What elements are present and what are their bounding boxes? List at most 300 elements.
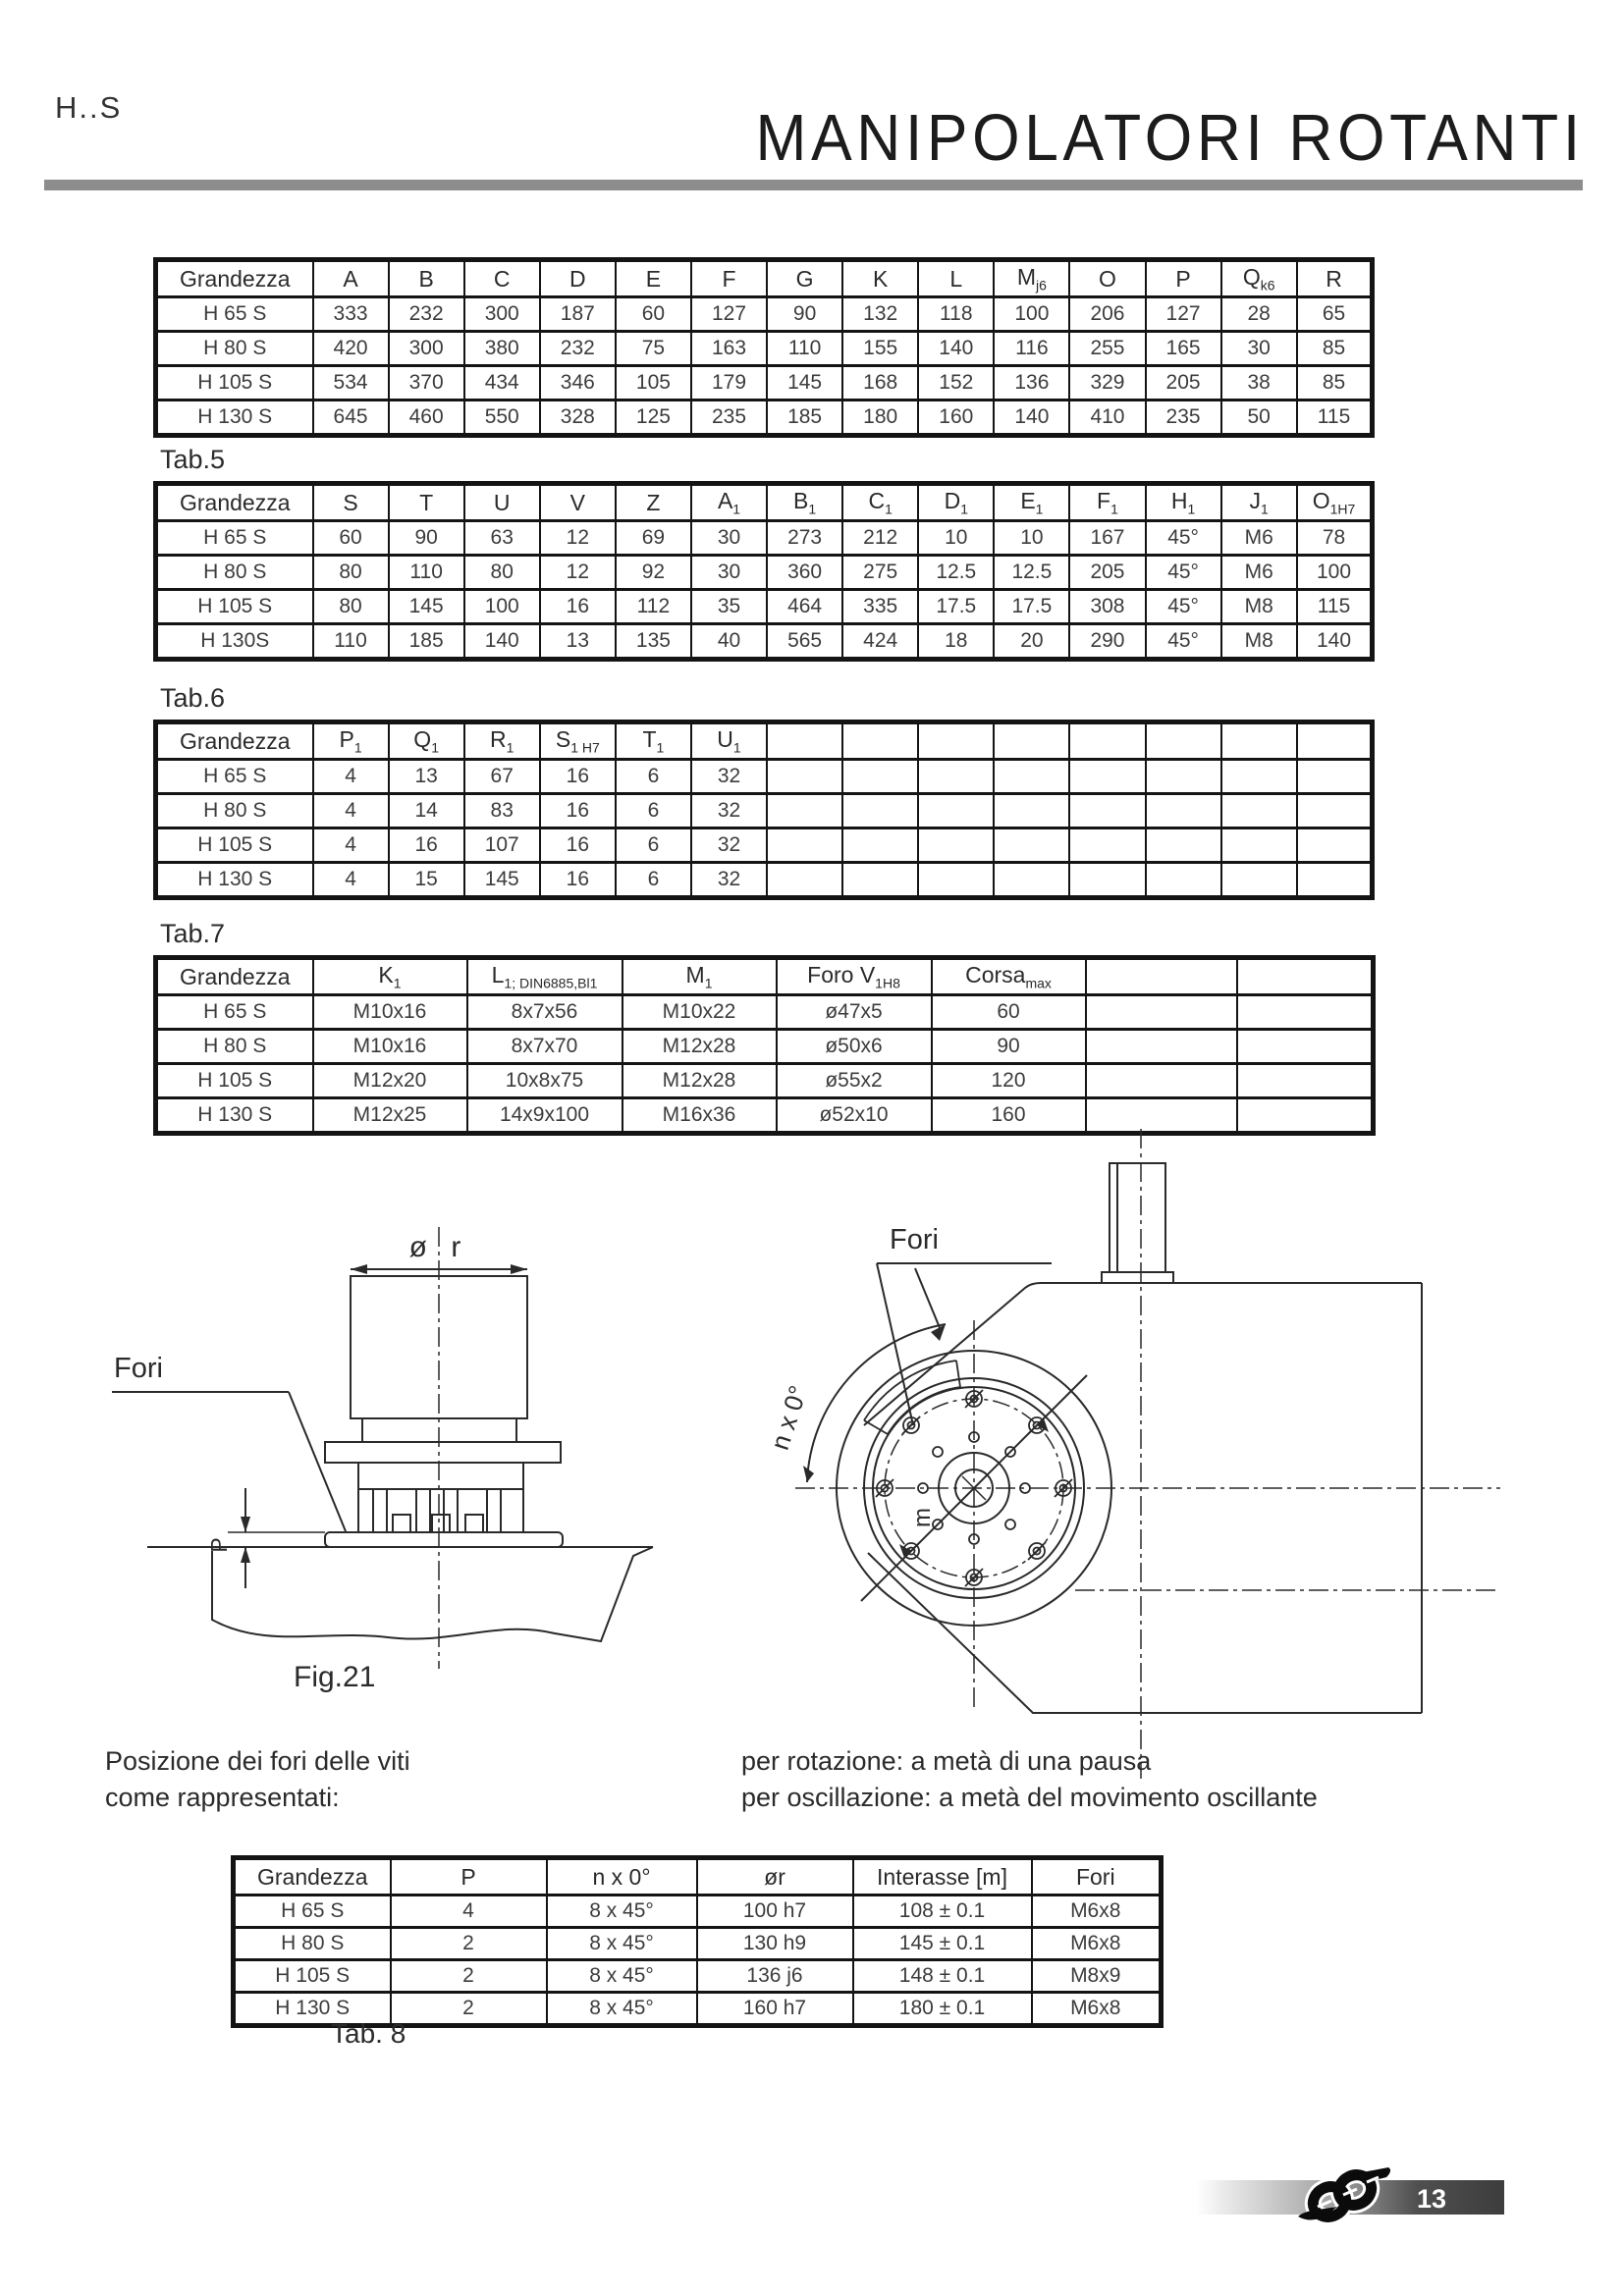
table-tab7	[153, 955, 1371, 1136]
table-row	[156, 297, 1373, 332]
cell	[918, 794, 994, 828]
cell: 187	[540, 297, 616, 332]
table-tab8-label: Tab. 8	[331, 2018, 406, 2049]
table-row	[156, 1064, 1374, 1098]
cell: 180	[842, 400, 918, 436]
drive-shaft	[1102, 1163, 1173, 1283]
cell: 78	[1297, 521, 1373, 556]
cell: M6x8	[1032, 1896, 1162, 1928]
cell: 45°	[1146, 624, 1221, 660]
cell: 12.5	[918, 556, 994, 590]
cell: ø50x6	[777, 1030, 932, 1064]
column-header	[842, 722, 918, 760]
cell: 60	[932, 995, 1086, 1030]
column-header: $O_{1H7}$	[1297, 484, 1373, 521]
cell: 2	[391, 1993, 547, 2026]
cell	[1297, 828, 1373, 863]
column-header: S	[313, 484, 389, 521]
cell: 30	[1221, 332, 1297, 366]
cell: M12x20	[313, 1064, 467, 1098]
cell: 464	[767, 590, 842, 624]
cell: 112	[616, 590, 691, 624]
row-label: H 65 S	[156, 521, 313, 556]
column-header: $J_1$	[1221, 484, 1297, 521]
cell	[1069, 760, 1145, 794]
cell: 16	[540, 863, 616, 898]
cell	[1086, 1064, 1237, 1098]
column-header: B	[389, 260, 464, 297]
cell	[1297, 794, 1373, 828]
cell	[842, 828, 918, 863]
cell: 115	[1297, 400, 1373, 436]
note-left-line2: come rappresentati:	[105, 1783, 340, 1812]
cell: 140	[1297, 624, 1373, 660]
cell: M6	[1221, 521, 1297, 556]
brand-logo-icon	[1298, 2167, 1390, 2222]
cell: 13	[540, 624, 616, 660]
header-row	[156, 722, 1373, 760]
column-header: C	[464, 260, 540, 297]
row-label: H 130 S	[156, 400, 313, 436]
cell	[1221, 828, 1297, 863]
cell: 6	[616, 760, 691, 794]
brand-logo	[1288, 2156, 1398, 2238]
cell: 10x8x75	[467, 1064, 623, 1098]
cell: 30	[691, 556, 767, 590]
cell: 60	[313, 521, 389, 556]
column-header: Fori	[1032, 1858, 1162, 1896]
cell: 110	[389, 556, 464, 590]
cell: ø55x2	[777, 1064, 932, 1098]
lower-block	[358, 1463, 523, 1489]
cell: 8 x 45°	[547, 1896, 697, 1928]
row-label: H 65 S	[156, 995, 313, 1030]
row-label: H 80 S	[156, 1030, 313, 1064]
column-header: $M_1$	[623, 958, 777, 995]
cell: 140	[918, 332, 994, 366]
cell: 132	[842, 297, 918, 332]
support-plate-outline	[212, 1547, 653, 1641]
cell: 145	[464, 863, 540, 898]
cell	[1297, 760, 1373, 794]
model-code: H..S	[55, 90, 123, 125]
cell: 206	[1069, 297, 1145, 332]
row-label: H 65 S	[156, 760, 313, 794]
page-title: MANIPOLATORI ROTANTI	[755, 101, 1585, 175]
column-header	[918, 722, 994, 760]
cell: 420	[313, 332, 389, 366]
cell: 30	[691, 521, 767, 556]
cell: 273	[767, 521, 842, 556]
cell: 80	[464, 556, 540, 590]
cell: 205	[1146, 366, 1221, 400]
cell	[1237, 1064, 1374, 1098]
base-strip	[325, 1532, 563, 1547]
column-header: $K_1$	[313, 958, 467, 995]
column-header	[1221, 722, 1297, 760]
cell: M10x16	[313, 995, 467, 1030]
cell: 180 ± 0.1	[853, 1993, 1032, 2026]
cell: 6	[616, 828, 691, 863]
column-header	[1086, 958, 1237, 995]
cell: 13	[389, 760, 464, 794]
header-rule	[44, 180, 1583, 190]
header-row	[234, 1858, 1162, 1896]
cell: 335	[842, 590, 918, 624]
cell	[1297, 863, 1373, 898]
cell	[1069, 863, 1145, 898]
column-header: Grandezza	[156, 722, 313, 760]
table-row	[156, 590, 1373, 624]
header-row	[156, 260, 1373, 297]
cell: 8 x 45°	[547, 1960, 697, 1993]
fig21-caption: Fig.21	[294, 1661, 376, 1693]
cell: 32	[691, 863, 767, 898]
cell: 434	[464, 366, 540, 400]
cell: M8	[1221, 624, 1297, 660]
cell: 17.5	[918, 590, 994, 624]
cell: 100 h7	[697, 1896, 853, 1928]
fori-leader	[112, 1392, 346, 1531]
cell: 212	[842, 521, 918, 556]
cell: 14x9x100	[467, 1098, 623, 1134]
column-header: $U_1$	[691, 722, 767, 760]
cell: 67	[464, 760, 540, 794]
table-row	[156, 794, 1373, 828]
cell	[1221, 794, 1297, 828]
cell	[1221, 863, 1297, 898]
table-row	[156, 400, 1373, 436]
cell	[767, 828, 842, 863]
table-tab8	[231, 1855, 1159, 2028]
cell: 110	[313, 624, 389, 660]
cell: 80	[313, 590, 389, 624]
cell: 360	[767, 556, 842, 590]
cell: 235	[1146, 400, 1221, 436]
column-header: R	[1297, 260, 1373, 297]
column-header: U	[464, 484, 540, 521]
table-row	[234, 1896, 1162, 1928]
table-row	[156, 624, 1373, 660]
column-header: F	[691, 260, 767, 297]
row-label: H 105 S	[156, 366, 313, 400]
column-header: Z	[616, 484, 691, 521]
cell: 235	[691, 400, 767, 436]
row-label: H 105 S	[156, 590, 313, 624]
cell: 308	[1069, 590, 1145, 624]
cell: 127	[1146, 297, 1221, 332]
cell: 167	[1069, 521, 1145, 556]
cell: 12	[540, 556, 616, 590]
cell	[994, 828, 1069, 863]
cell: 160	[932, 1098, 1086, 1134]
cell: 2	[391, 1928, 547, 1960]
fig21-drawing	[79, 1188, 687, 1698]
cell: 110	[767, 332, 842, 366]
cell: 35	[691, 590, 767, 624]
cell	[994, 794, 1069, 828]
table-row	[234, 1960, 1162, 1993]
table-row	[156, 863, 1373, 898]
fori-label: Fori	[114, 1353, 163, 1384]
fori-label: Fori	[890, 1224, 939, 1255]
table-row	[156, 366, 1373, 400]
cell	[1086, 995, 1237, 1030]
column-header: K	[842, 260, 918, 297]
column-header: Grandezza	[156, 958, 313, 995]
column-header: D	[540, 260, 616, 297]
cell: 75	[616, 332, 691, 366]
note-left-line1: Posizione dei fori delle viti	[105, 1746, 410, 1776]
cell: 328	[540, 400, 616, 436]
column-header	[1297, 722, 1373, 760]
cell: 565	[767, 624, 842, 660]
cell: 290	[1069, 624, 1145, 660]
cell: 4	[313, 794, 389, 828]
cell	[918, 760, 994, 794]
cell	[767, 794, 842, 828]
column-header: n x 0°	[547, 1858, 697, 1896]
cell: 10	[918, 521, 994, 556]
cell: 45°	[1146, 556, 1221, 590]
row-label: H 80 S	[234, 1928, 391, 1960]
cell: 60	[616, 297, 691, 332]
column-header: $L_{1; DIN6885,Bl1}$	[467, 958, 623, 995]
cell: 83	[464, 794, 540, 828]
cell: 85	[1297, 366, 1373, 400]
cell: 90	[767, 297, 842, 332]
cell: 136 j6	[697, 1960, 853, 1993]
table-row	[156, 828, 1373, 863]
cell: 140	[464, 624, 540, 660]
cell: 145	[767, 366, 842, 400]
cell	[767, 863, 842, 898]
cell	[842, 794, 918, 828]
table-row	[156, 995, 1374, 1030]
table-tab7-label: Tab.7	[160, 919, 226, 948]
column-header	[1146, 722, 1221, 760]
cell: 232	[389, 297, 464, 332]
table-tab8-grid	[231, 1855, 1164, 2028]
column-header	[994, 722, 1069, 760]
cell: M16x36	[623, 1098, 777, 1134]
cell: 255	[1069, 332, 1145, 366]
cell: 115	[1297, 590, 1373, 624]
table-row	[156, 332, 1373, 366]
column-header: $Q_1$	[389, 722, 464, 760]
cell: 165	[1146, 332, 1221, 366]
arrow-left-icon	[351, 1264, 367, 1274]
cell: 90	[389, 521, 464, 556]
column-header	[1237, 958, 1374, 995]
column-header: A	[313, 260, 389, 297]
cell: 10	[994, 521, 1069, 556]
column-header: $F_1$	[1069, 484, 1145, 521]
cell: 370	[389, 366, 464, 400]
cell: M10x22	[623, 995, 777, 1030]
cell: M12x25	[313, 1098, 467, 1134]
column-header: Grandezza	[156, 484, 313, 521]
cell: 300	[389, 332, 464, 366]
cell: 12	[540, 521, 616, 556]
cell: 163	[691, 332, 767, 366]
cell: 45°	[1146, 521, 1221, 556]
note-left	[105, 1743, 655, 1816]
column-header: $B_1$	[767, 484, 842, 521]
column-header: $S_{1 H7}$	[540, 722, 616, 760]
cell: 20	[994, 624, 1069, 660]
table-tab5	[153, 481, 1371, 662]
column-header: $R_1$	[464, 722, 540, 760]
cell	[918, 828, 994, 863]
cell: 50	[1221, 400, 1297, 436]
cell	[1237, 1030, 1374, 1064]
column-header: Corsa$_{max}$	[932, 958, 1086, 995]
cell: 16	[540, 590, 616, 624]
table-row	[156, 556, 1373, 590]
cell: 40	[691, 624, 767, 660]
cell: 92	[616, 556, 691, 590]
row-label: H 130 S	[156, 863, 313, 898]
cell: 160 h7	[697, 1993, 853, 2026]
cell: 85	[1297, 332, 1373, 366]
column-header: $M_{j6}$	[994, 260, 1069, 297]
cell: M8	[1221, 590, 1297, 624]
cell: 45°	[1146, 590, 1221, 624]
cell: 4	[391, 1896, 547, 1928]
cell: 16	[389, 828, 464, 863]
cell: 4	[313, 828, 389, 863]
cell: M10x16	[313, 1030, 467, 1064]
cell: 65	[1297, 297, 1373, 332]
column-header: L	[918, 260, 994, 297]
cell	[767, 760, 842, 794]
row-label: H 80 S	[156, 556, 313, 590]
row-label: H 130S	[156, 624, 313, 660]
table-tab6-label: Tab.6	[160, 683, 226, 713]
note-right-line2: per oscillazione: a metà del movimento oscillante	[741, 1783, 1318, 1812]
cell: 460	[389, 400, 464, 436]
cell: 17.5	[994, 590, 1069, 624]
cell: M6	[1221, 556, 1297, 590]
cell: 645	[313, 400, 389, 436]
housing-body	[864, 1283, 1422, 1713]
cell: 145	[389, 590, 464, 624]
column-header: ør	[697, 1858, 853, 1896]
column-header: $P_1$	[313, 722, 389, 760]
interasse-label: m	[909, 1508, 936, 1527]
cell: 8 x 45°	[547, 1928, 697, 1960]
row-label: H 105 S	[234, 1960, 391, 1993]
cell: 6	[616, 863, 691, 898]
column-header	[767, 722, 842, 760]
header-row	[156, 958, 1374, 995]
cell: 140	[994, 400, 1069, 436]
cell: 6	[616, 794, 691, 828]
column-header: Grandezza	[234, 1858, 391, 1896]
cell: M12x28	[623, 1064, 777, 1098]
cell: 550	[464, 400, 540, 436]
cell	[1086, 1030, 1237, 1064]
cell: 380	[464, 332, 540, 366]
cell: 15	[389, 863, 464, 898]
cell: 32	[691, 760, 767, 794]
cell: 38	[1221, 366, 1297, 400]
cell: 275	[842, 556, 918, 590]
cell: 329	[1069, 366, 1145, 400]
cell: 120	[932, 1064, 1086, 1098]
column-header	[1069, 722, 1145, 760]
cell: 127	[691, 297, 767, 332]
cell: 116	[994, 332, 1069, 366]
cell	[1221, 760, 1297, 794]
cell: 16	[540, 760, 616, 794]
table-tab6	[153, 720, 1371, 900]
p-thickness-label: P	[206, 1537, 232, 1553]
cell: 155	[842, 332, 918, 366]
diameter-label: ø r	[408, 1231, 469, 1263]
cell	[1237, 995, 1374, 1030]
column-header: E	[616, 260, 691, 297]
column-header: G	[767, 260, 842, 297]
note-right-line1: per rotazione: a metà di una pausa	[741, 1746, 1152, 1776]
cell: 160	[918, 400, 994, 436]
column-header: T	[389, 484, 464, 521]
cell: 4	[313, 863, 389, 898]
column-header: $E_1$	[994, 484, 1069, 521]
column-header: $C_1$	[842, 484, 918, 521]
cell	[1069, 828, 1145, 863]
table-tab7-grid	[153, 955, 1376, 1136]
cell: 16	[540, 794, 616, 828]
row-label: H 130 S	[156, 1098, 313, 1134]
column-header: V	[540, 484, 616, 521]
cell	[1146, 828, 1221, 863]
cell	[994, 760, 1069, 794]
cell: 16	[540, 828, 616, 863]
cell	[1146, 760, 1221, 794]
column-header: $A_1$	[691, 484, 767, 521]
cell: 107	[464, 828, 540, 863]
row-label: H 65 S	[234, 1896, 391, 1928]
row-label: H 105 S	[156, 1064, 313, 1098]
cell: 100	[994, 297, 1069, 332]
cell: 168	[842, 366, 918, 400]
cell: 100	[464, 590, 540, 624]
cell: 18	[918, 624, 994, 660]
cell: 69	[616, 521, 691, 556]
table-tab5-label: Tab.5	[160, 445, 226, 474]
cell: 8 x 45°	[547, 1993, 697, 2026]
column-header: $T_1$	[616, 722, 691, 760]
cell: 205	[1069, 556, 1145, 590]
cell: 2	[391, 1960, 547, 1993]
cell: 80	[313, 556, 389, 590]
column-header: $D_1$	[918, 484, 994, 521]
cell: 333	[313, 297, 389, 332]
column-header: P	[1146, 260, 1221, 297]
cell	[918, 863, 994, 898]
cell: 534	[313, 366, 389, 400]
cell: 8x7x70	[467, 1030, 623, 1064]
cell: 136	[994, 366, 1069, 400]
cell: 28	[1221, 297, 1297, 332]
cell: 90	[932, 1030, 1086, 1064]
table-row	[156, 1030, 1374, 1064]
flange-drawing	[677, 1119, 1507, 1806]
row-label: H 80 S	[156, 794, 313, 828]
row-label: H 130 S	[234, 1993, 391, 2026]
